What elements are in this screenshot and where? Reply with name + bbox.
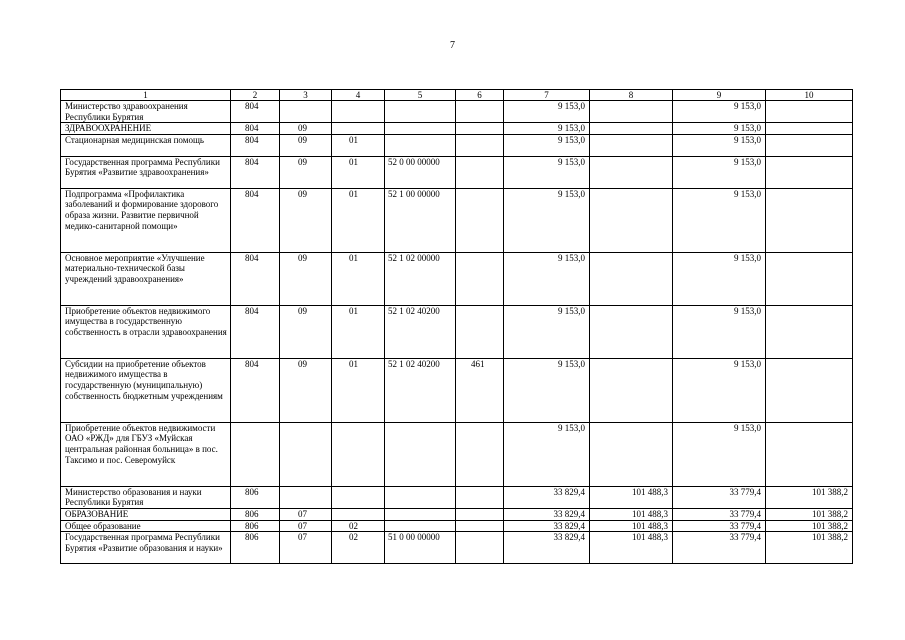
row-name-cell: ОБРАЗОВАНИЕ	[61, 508, 231, 520]
row-name-cell: Государственная программа Республики Бурятия «Развитие образования и науки»	[61, 532, 231, 564]
cell-col-8: 101 488,3	[590, 532, 673, 564]
cell-col-5: 51 0 00 00000	[385, 532, 456, 564]
cell-col-2: 804	[231, 123, 280, 135]
cell-col-8	[590, 101, 673, 123]
cell-col-3: 09	[280, 358, 332, 422]
cell-col-7: 33 829,4	[504, 486, 590, 508]
col-header-6: 6	[456, 90, 504, 101]
cell-col-5: 52 1 02 00000	[385, 252, 456, 305]
row-name-cell: Основное мероприятие «Улучшение материально-технической базы учреждений здравоохранения»	[61, 252, 231, 305]
cell-col-8	[590, 134, 673, 156]
cell-col-3: 09	[280, 305, 332, 358]
cell-col-6	[456, 156, 504, 188]
cell-col-2: 806	[231, 532, 280, 564]
cell-col-4: 01	[332, 156, 385, 188]
cell-col-4	[332, 101, 385, 123]
cell-col-4: 01	[332, 188, 385, 252]
cell-col-7: 33 829,4	[504, 508, 590, 520]
cell-col-2: 806	[231, 520, 280, 532]
cell-col-8	[590, 305, 673, 358]
cell-col-2	[231, 422, 280, 486]
cell-col-6	[456, 252, 504, 305]
row-name-cell: Министерство образования и науки Республики Бурятия	[61, 486, 231, 508]
cell-col-3	[280, 101, 332, 123]
cell-col-9: 33 779,4	[673, 520, 766, 532]
budget-table	[60, 89, 853, 564]
cell-col-3: 07	[280, 532, 332, 564]
table-row	[61, 156, 853, 188]
cell-col-8	[590, 252, 673, 305]
cell-col-3: 07	[280, 508, 332, 520]
cell-col-7: 9 153,0	[504, 305, 590, 358]
cell-col-9: 9 153,0	[673, 134, 766, 156]
cell-col-6	[456, 422, 504, 486]
cell-col-10	[766, 101, 853, 123]
cell-col-4: 01	[332, 134, 385, 156]
cell-col-8	[590, 156, 673, 188]
cell-col-9: 9 153,0	[673, 123, 766, 135]
cell-col-10	[766, 123, 853, 135]
table-body	[61, 101, 853, 564]
cell-col-4	[332, 508, 385, 520]
cell-col-10	[766, 358, 853, 422]
row-name-cell: Государственная программа Республики Бурятия «Развитие здравоохранения»	[61, 156, 231, 188]
table-row	[61, 358, 853, 422]
cell-col-4: 01	[332, 305, 385, 358]
cell-col-3: 09	[280, 134, 332, 156]
cell-col-6	[456, 520, 504, 532]
cell-col-10: 101 388,2	[766, 508, 853, 520]
col-header-9: 9	[673, 90, 766, 101]
cell-col-6	[456, 134, 504, 156]
table-header	[61, 90, 853, 101]
cell-col-6	[456, 486, 504, 508]
table-row	[61, 134, 853, 156]
cell-col-2: 804	[231, 188, 280, 252]
cell-col-4	[332, 486, 385, 508]
cell-col-7: 9 153,0	[504, 358, 590, 422]
cell-col-9: 9 153,0	[673, 156, 766, 188]
cell-col-2: 804	[231, 358, 280, 422]
col-header-3: 3	[280, 90, 332, 101]
cell-col-9: 9 153,0	[673, 101, 766, 123]
cell-col-9: 33 779,4	[673, 486, 766, 508]
table-row	[61, 101, 853, 123]
table-row	[61, 508, 853, 520]
cell-col-10: 101 388,2	[766, 486, 853, 508]
cell-col-4	[332, 422, 385, 486]
cell-col-4: 02	[332, 520, 385, 532]
col-header-2: 2	[231, 90, 280, 101]
cell-col-3	[280, 486, 332, 508]
page-number: 7	[450, 40, 455, 51]
table-row	[61, 188, 853, 252]
cell-col-7: 9 153,0	[504, 422, 590, 486]
cell-col-9: 9 153,0	[673, 305, 766, 358]
cell-col-6: 461	[456, 358, 504, 422]
cell-col-3: 09	[280, 252, 332, 305]
table-row	[61, 486, 853, 508]
cell-col-5: 52 1 02 40200	[385, 305, 456, 358]
cell-col-5	[385, 123, 456, 135]
cell-col-2: 804	[231, 305, 280, 358]
row-name-cell: Министерство здравоохранения Республики Бурятия	[61, 101, 231, 123]
col-header-8: 8	[590, 90, 673, 101]
cell-col-10	[766, 305, 853, 358]
row-name-cell: Приобретение объектов недвижимости ОАО «РЖД» для ГБУЗ «Муйская центральная районная больница» в пос. Таксимо и пос. Северомуйск	[61, 422, 231, 486]
cell-col-3: 07	[280, 520, 332, 532]
cell-col-7: 33 829,4	[504, 520, 590, 532]
row-name-cell: Приобретение объектов недвижимого имущества в государственную собственность в отрасли здравоохранения	[61, 305, 231, 358]
cell-col-5	[385, 486, 456, 508]
row-name-cell: ЗДРАВООХРАНЕНИЕ	[61, 123, 231, 135]
cell-col-8	[590, 123, 673, 135]
col-header-7: 7	[504, 90, 590, 101]
cell-col-10: 101 388,2	[766, 532, 853, 564]
cell-col-4: 01	[332, 358, 385, 422]
cell-col-5	[385, 520, 456, 532]
cell-col-7: 9 153,0	[504, 123, 590, 135]
row-name-cell: Подпрограмма «Профилактика заболеваний и формирование здорового образа жизни. Развитие первичной медико-санитарной помощи»	[61, 188, 231, 252]
cell-col-4	[332, 123, 385, 135]
table-row	[61, 305, 853, 358]
cell-col-10	[766, 188, 853, 252]
cell-col-7: 9 153,0	[504, 134, 590, 156]
cell-col-9: 9 153,0	[673, 422, 766, 486]
cell-col-5	[385, 101, 456, 123]
cell-col-2: 804	[231, 252, 280, 305]
cell-col-6	[456, 188, 504, 252]
cell-col-9: 9 153,0	[673, 188, 766, 252]
row-name-cell: Общее образование	[61, 520, 231, 532]
cell-col-5: 52 1 00 00000	[385, 188, 456, 252]
cell-col-5	[385, 508, 456, 520]
col-header-4: 4	[332, 90, 385, 101]
cell-col-9: 9 153,0	[673, 252, 766, 305]
cell-col-6	[456, 508, 504, 520]
cell-col-10: 101 388,2	[766, 520, 853, 532]
col-header-10: 10	[766, 90, 853, 101]
cell-col-7: 9 153,0	[504, 188, 590, 252]
cell-col-3: 09	[280, 188, 332, 252]
cell-col-8	[590, 358, 673, 422]
cell-col-5	[385, 134, 456, 156]
cell-col-6	[456, 101, 504, 123]
cell-col-10	[766, 134, 853, 156]
cell-col-7: 9 153,0	[504, 156, 590, 188]
cell-col-5: 52 0 00 00000	[385, 156, 456, 188]
table-row	[61, 252, 853, 305]
cell-col-10	[766, 252, 853, 305]
cell-col-8: 101 488,3	[590, 508, 673, 520]
cell-col-3: 09	[280, 156, 332, 188]
cell-col-9: 33 779,4	[673, 532, 766, 564]
cell-col-2: 806	[231, 486, 280, 508]
cell-col-4: 02	[332, 532, 385, 564]
cell-col-9: 33 779,4	[673, 508, 766, 520]
cell-col-9: 9 153,0	[673, 358, 766, 422]
table-row	[61, 422, 853, 486]
cell-col-3	[280, 422, 332, 486]
cell-col-8: 101 488,3	[590, 486, 673, 508]
cell-col-8	[590, 422, 673, 486]
cell-col-8	[590, 188, 673, 252]
cell-col-3: 09	[280, 123, 332, 135]
cell-col-10	[766, 422, 853, 486]
table-row	[61, 520, 853, 532]
cell-col-2: 804	[231, 156, 280, 188]
table-row	[61, 532, 853, 564]
cell-col-6	[456, 123, 504, 135]
cell-col-7: 9 153,0	[504, 101, 590, 123]
cell-col-2: 806	[231, 508, 280, 520]
cell-col-5	[385, 422, 456, 486]
col-header-1: 1	[61, 90, 231, 101]
cell-col-2: 804	[231, 101, 280, 123]
cell-col-10	[766, 156, 853, 188]
cell-col-6	[456, 305, 504, 358]
cell-col-7: 9 153,0	[504, 252, 590, 305]
col-header-5: 5	[385, 90, 456, 101]
cell-col-6	[456, 532, 504, 564]
row-name-cell: Стационарная медицинская помощь	[61, 134, 231, 156]
cell-col-2: 804	[231, 134, 280, 156]
cell-col-7: 33 829,4	[504, 532, 590, 564]
cell-col-5: 52 1 02 40200	[385, 358, 456, 422]
table-row	[61, 123, 853, 135]
row-name-cell: Субсидии на приобретение объектов недвижимого имущества в государственную (муниципальную) собственность бюджетным учреждениям	[61, 358, 231, 422]
cell-col-4: 01	[332, 252, 385, 305]
cell-col-8: 101 488,3	[590, 520, 673, 532]
